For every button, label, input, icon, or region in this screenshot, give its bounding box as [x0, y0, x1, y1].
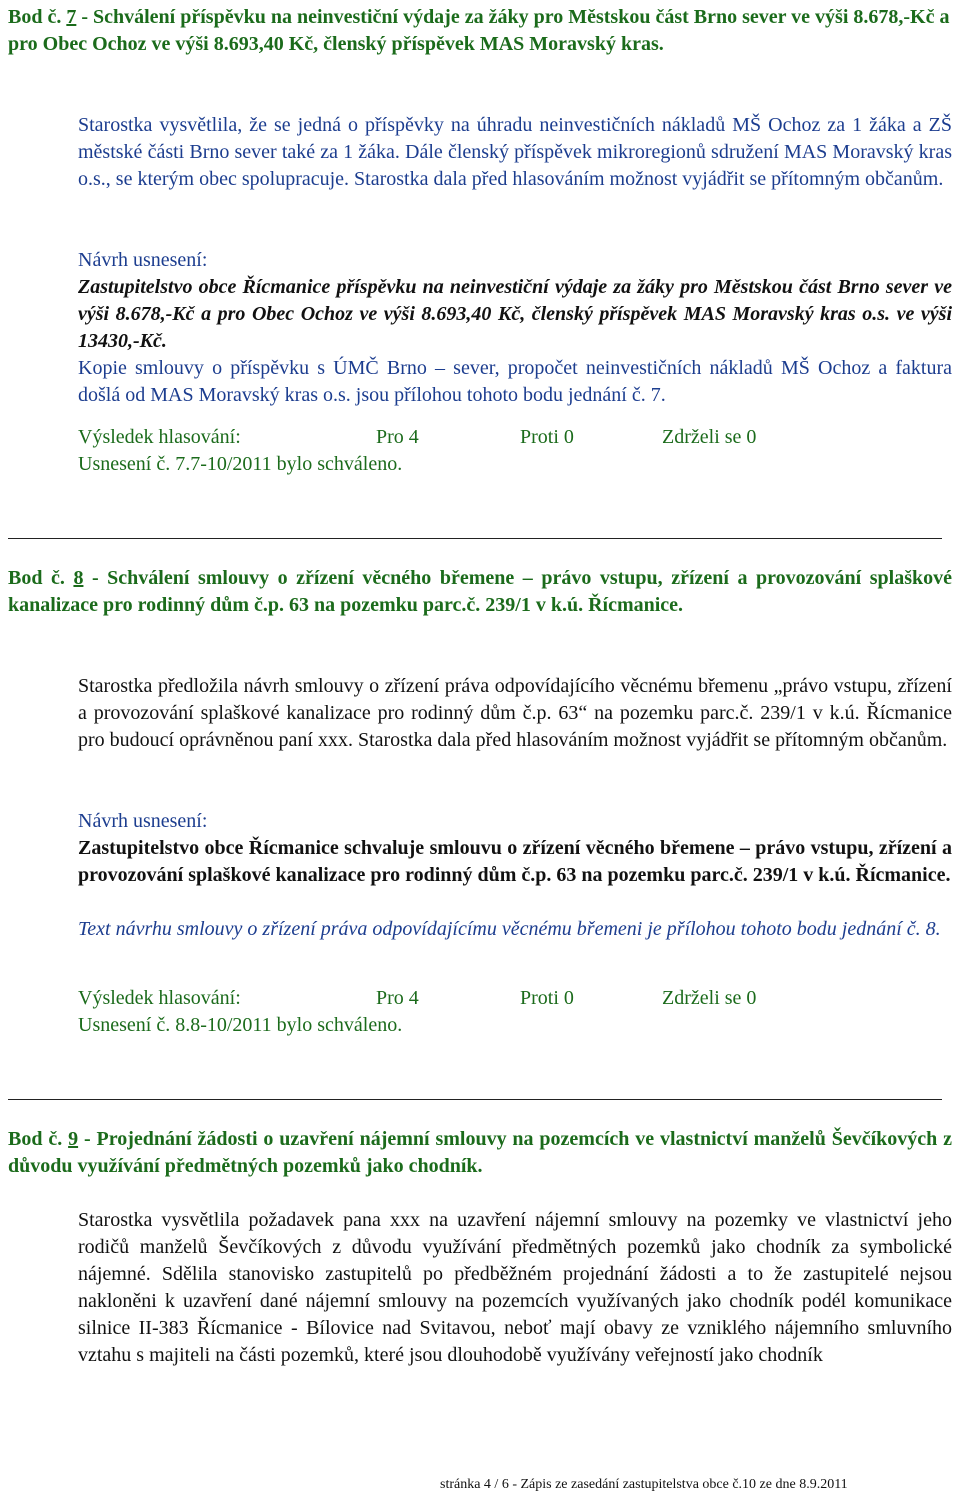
item7-proposal-label: Návrh usnesení: [78, 249, 208, 271]
item8-resolution: Usnesení č. 8.8-10/2011 bylo schváleno. [78, 1014, 403, 1036]
item7-heading-prefix: Bod č. [8, 6, 62, 28]
page-footer: stránka 4 / 6 - Zápis ze zasedání zastupitelstva obce č.10 ze dne 8.9.2011 [440, 1477, 848, 1492]
item7-vote-pro: Pro 4 [376, 426, 419, 448]
item8-body: Starostka předložila návrh smlouvy o zřízení práva odpovídajícího věcnému břemenu „právo vstupu, zřízení a provozování splaškové kanalizace pro rodinný dům č.p. 63“ na pozemku parc.č. 239/1 v k.ú. Řícmanice pro budoucí oprávněnou paní xxx. Starostka dala před hlasováním možnost vyjádřit se přítomným občanům. [78, 675, 952, 751]
item8-heading-text: - Schválení smlouvy o zřízení věcného břemene – právo vstupu, zřízení a provozování splaškové kanalizace pro rodinný dům č.p. 63 na pozemku parc.č. 239/1 v k.ú. Řícmanice. [8, 567, 953, 616]
item8-attachment: Text návrhu smlouvy o zřízení práva odpovídajícímu věcnému břemeni je přílohou tohoto bodu jednání č. 8. [78, 918, 941, 940]
item7-vote-label: Výsledek hlasování: [78, 426, 241, 448]
item7-vote-proti: Proti 0 [520, 426, 574, 448]
section-divider [8, 1099, 942, 1100]
section-divider [8, 538, 942, 539]
item8-proposal-text: Zastupitelstvo obce Řícmanice schvaluje smlouvu o zřízení věcného břemene – právo vstupu, zřízení a provozování splaškové kanalizace pro rodinný dům č.p. 63 na pozemku parc.č. 239/1 v k.ú. Řícmanice. [78, 837, 952, 886]
item7-body: Starostka vysvětlila, že se jedná o příspěvky na úhradu neinvestičních nákladů MŠ Ochoz za 1 žáka a ZŠ městské části Brno sever také za 1 žáka. Dále členský příspěvek mikroregionů sdružení MAS Moravský kras o.s., se kterým obec spolupracuje. Starostka dala před hlasováním možnost vyjádřit se přítomným občanům. [78, 114, 952, 190]
item7-heading-text: - Schválení příspěvku na neinvestiční výdaje za žáky pro Městskou část Brno sever ve výši 8.678,-Kč a pro Obec Ochoz ve výši 8.693,40 Kč, členský příspěvek MAS Moravský kras. [8, 6, 950, 55]
item9-heading-number: 9 [68, 1128, 79, 1150]
item8-vote-pro: Pro 4 [376, 987, 419, 1009]
item8-heading-number: 8 [73, 567, 84, 589]
item9-heading-text: - Projednání žádosti o uzavření nájemní smlouvy na pozemcích ve vlastnictví manželů Ševčíkových z důvodu využívání předmětných pozemků jako chodník. [8, 1128, 953, 1177]
item7-attachment: Kopie smlouvy o příspěvku s ÚMČ Brno – sever, propočet neinvestičních nákladů MŠ Ochoz a faktura došlá od MAS Moravský kras o.s. jsou přílohou tohoto bodu jednání č. 7. [78, 357, 952, 406]
item8-vote-label: Výsledek hlasování: [78, 987, 241, 1009]
item8-vote-zdrzeli: Zdrželi se 0 [662, 987, 757, 1009]
item8-heading-prefix: Bod č. [8, 567, 65, 589]
item8-proposal-label: Návrh usnesení: [78, 810, 208, 832]
item9-heading-prefix: Bod č. [8, 1128, 63, 1150]
item7-heading [8, 4, 952, 58]
item7-resolution: Usnesení č. 7.7-10/2011 bylo schváleno. [78, 453, 403, 475]
item7-vote-zdrzeli: Zdrželi se 0 [662, 426, 757, 448]
item8-heading [8, 565, 952, 619]
item7-proposal-text: Zastupitelstvo obce Řícmanice příspěvku na neinvestiční výdaje za žáky pro Městskou část Brno sever ve výši 8.678,-Kč a pro Obec Ochoz ve výši 8.693,40 Kč, členský příspěvek MAS Moravský kras o.s. ve výši 13430,-Kč. [78, 276, 952, 352]
item7-heading-number: 7 [66, 6, 77, 28]
item9-heading [8, 1126, 952, 1180]
item9-body: Starostka vysvětlila požadavek pana xxx na uzavření nájemní smlouvy na pozemky ve vlastnictví jeho rodičů manželů Ševčíkových z důvodu využívání předmětných pozemků jako chodník za symbolické nájemné. Sdělila stanovisko zastupitelů po předběžném projednání žádosti a to že zastupitelé nejsou nakloněni k uzavření dané nájemní smlouvy na pozemcích využívaných jako chodník podél komunikace silnice II-383 Řícmanice - Bílovice nad Svitavou, neboť mají obavy ze vzniklého nájemního smluvního vztahu s majiteli na části pozemků, které jsou dlouhodobě využívány veřejností jako chodník [78, 1209, 952, 1366]
item8-vote-proti: Proti 0 [520, 987, 574, 1009]
